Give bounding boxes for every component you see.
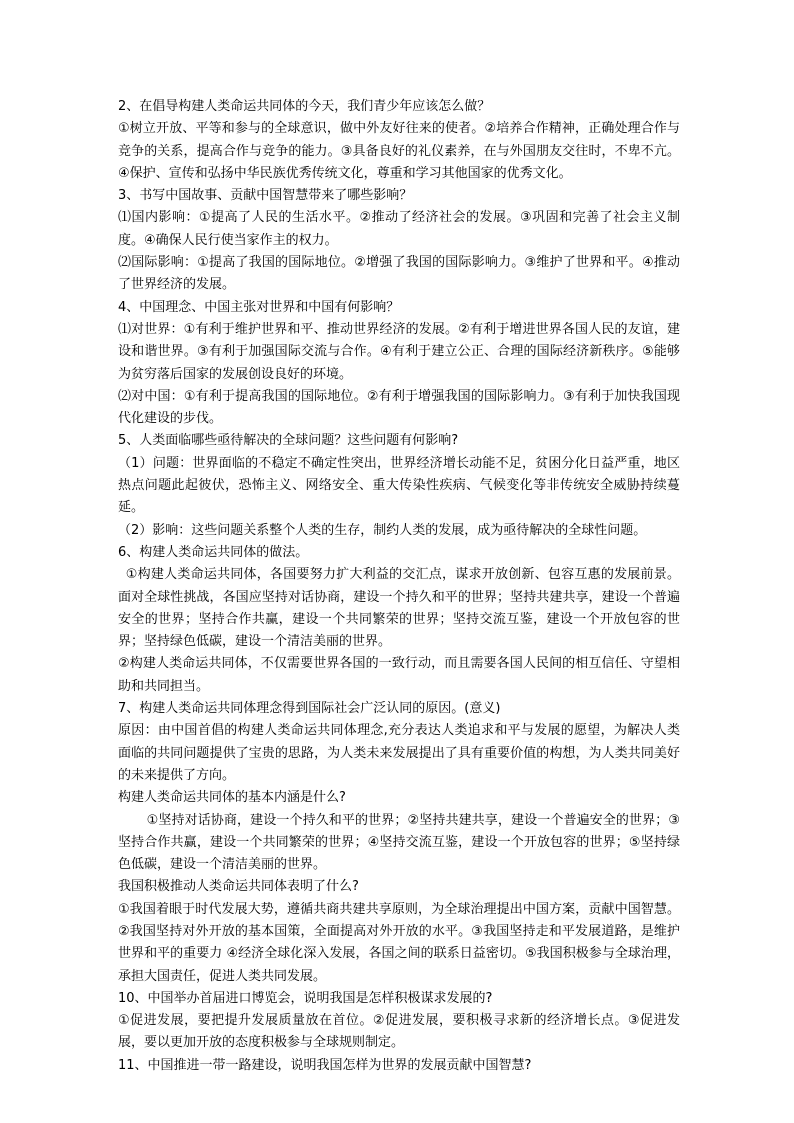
question-heading: 构建人类命运共同体的基本内涵是什么? — [118, 790, 346, 806]
document-page — [118, 96, 680, 1077]
question-heading: 7、构建人类命运共同体理念得到国际社会广泛认同的原因。(意义) — [118, 701, 501, 717]
answer-paragraph: ⑵对中国：①有利于提高我国的国际地位。②有利于增强我国的国际影响力。③有利于加快我国现代化建设的步伐。 — [118, 388, 680, 427]
answer-paragraph: ⑴国内影响：①提高了人民的生活水平。②推动了经济社会的发展。③巩固和完善了社会主义制度。④确保人民行使当家作主的权力。 — [118, 210, 680, 248]
answer-paragraph: ①构建人类命运共同体，各国要努力扩大利益的交汇点，谋求开放创新、包容互惠的发展前景。面对全球性挑战，各国应坚持对话协商，建设一个持久和平的世界；坚持共建共享，建设一个普遍安全的世界；坚持合作共赢，建设一个共同繁荣的世界；坚持交流互鉴，建设一个开放包容的世界；坚持绿色低碳，建设一个清洁美丽的世界。 — [118, 567, 680, 650]
answer-paragraph: （1）问题：世界面临的不稳定不确定性突出，世界经济增长动能不足，贫困分化日益严重，地区热点问题此起彼伏，恐怖主义、网络安全、重大传染性疾病、气候变化等非传统安全威胁持续蔓延。 — [118, 455, 680, 516]
question-heading: 6、构建人类命运共同体的做法。 — [118, 544, 309, 560]
answer-paragraph: ①我国着眼于时代发展大势，遵循共商共建共享原则，为全球治理提出中国方案，贡献中国智慧。②我国坚持对外开放的基本国策，全面提高对外开放的水平。③我国坚持走和平发展道路，是维护世界和平的重要力 ④经济全球化深入发展，各国之间的联系日益密切。⑤我国积极参与全球治理，承担大国责任，促进人类共同发展。 — [118, 901, 680, 984]
answer-paragraph: ①坚持对话协商，建设一个持久和平的世界；②坚持共建共享，建设一个普遍安全的世界；③坚持合作共赢，建设一个共同繁荣的世界；④坚持交流互鉴，建设一个开放包容的世界；⑤坚持绿色低碳，建设一个清洁美丽的世界。 — [118, 812, 680, 873]
question-heading: 10、中国举办首届进口博览会，说明我国是怎样积极谋求发展的? — [118, 990, 493, 1006]
question-heading: 2、在倡导构建人类命运共同体的今天，我们青少年应该怎么做？ — [118, 99, 491, 114]
answer-paragraph: ⑵国际影响：①提高了我国的国际地位。②增强了我国的国际影响力。③维护了世界和平。④推动了世界经济的发展。 — [118, 255, 680, 293]
answer-paragraph: ⑴对世界：①有利于维护世界和平、推动世界经济的发展。②有利于增进世界各国人民的友谊，建设和谐世界。③有利于加强国际交流与合作。④有利于建立公正、合理的国际经济新秩序。⑤能够为贫穷落后国家的发展创设良好的环境。 — [118, 321, 680, 382]
question-heading: 5、人类面临哪些亟待解决的全球问题？这些问题有何影响? — [118, 433, 459, 449]
question-heading: 我国积极推动人类命运共同体表明了什么? — [118, 879, 359, 895]
answer-paragraph: 原因：由中国首倡的构建人类命运共同体理念,充分表达人类追求和平与发展的愿望，为解决人类面临的共同问题提供了宝贵的思路，为人类未来发展提出了具有重要价值的构想，为人类共同美好的未来提供了方向。 — [118, 723, 680, 783]
question-heading: 3、书写中国故事、贡献中国智慧带来了哪些影响？ — [118, 188, 413, 204]
answer-paragraph: ②构建人类命运共同体，不仅需要世界各国的一致行动，而且需要各国人民间的相互信任、守望相助和共同担当。 — [118, 656, 680, 694]
answer-paragraph: ①促进发展，要把提升发展质量放在首位。②促进发展，要积极寻求新的经济增长点。③促进发展，要以更加开放的态度积极参与全球规则制定。 — [118, 1013, 680, 1051]
answer-paragraph: （2）影响：这些问题关系整个人类的生存，制约人类的发展，成为亟待解决的全球性问题。 — [118, 522, 647, 538]
answer-paragraph: ①树立开放、平等和参与的全球意识，做中外友好往来的使者。②培养合作精神，正确处理合作与竞争的关系，提高合作与竞争的能力。③具备良好的礼仪素养，在与外国朋友交往时，不卑不亢。④保护、宣传和弘扬中华民族优秀传统文化，尊重和学习其他国家的优秀文化。 — [118, 121, 680, 181]
question-heading: 4、中国理念、中国主张对世界和中国有何影响？ — [118, 299, 400, 315]
question-heading: 11、中国推进一带一路建设，说明我国怎样为世界的发展贡献中国智慧? — [118, 1057, 532, 1073]
